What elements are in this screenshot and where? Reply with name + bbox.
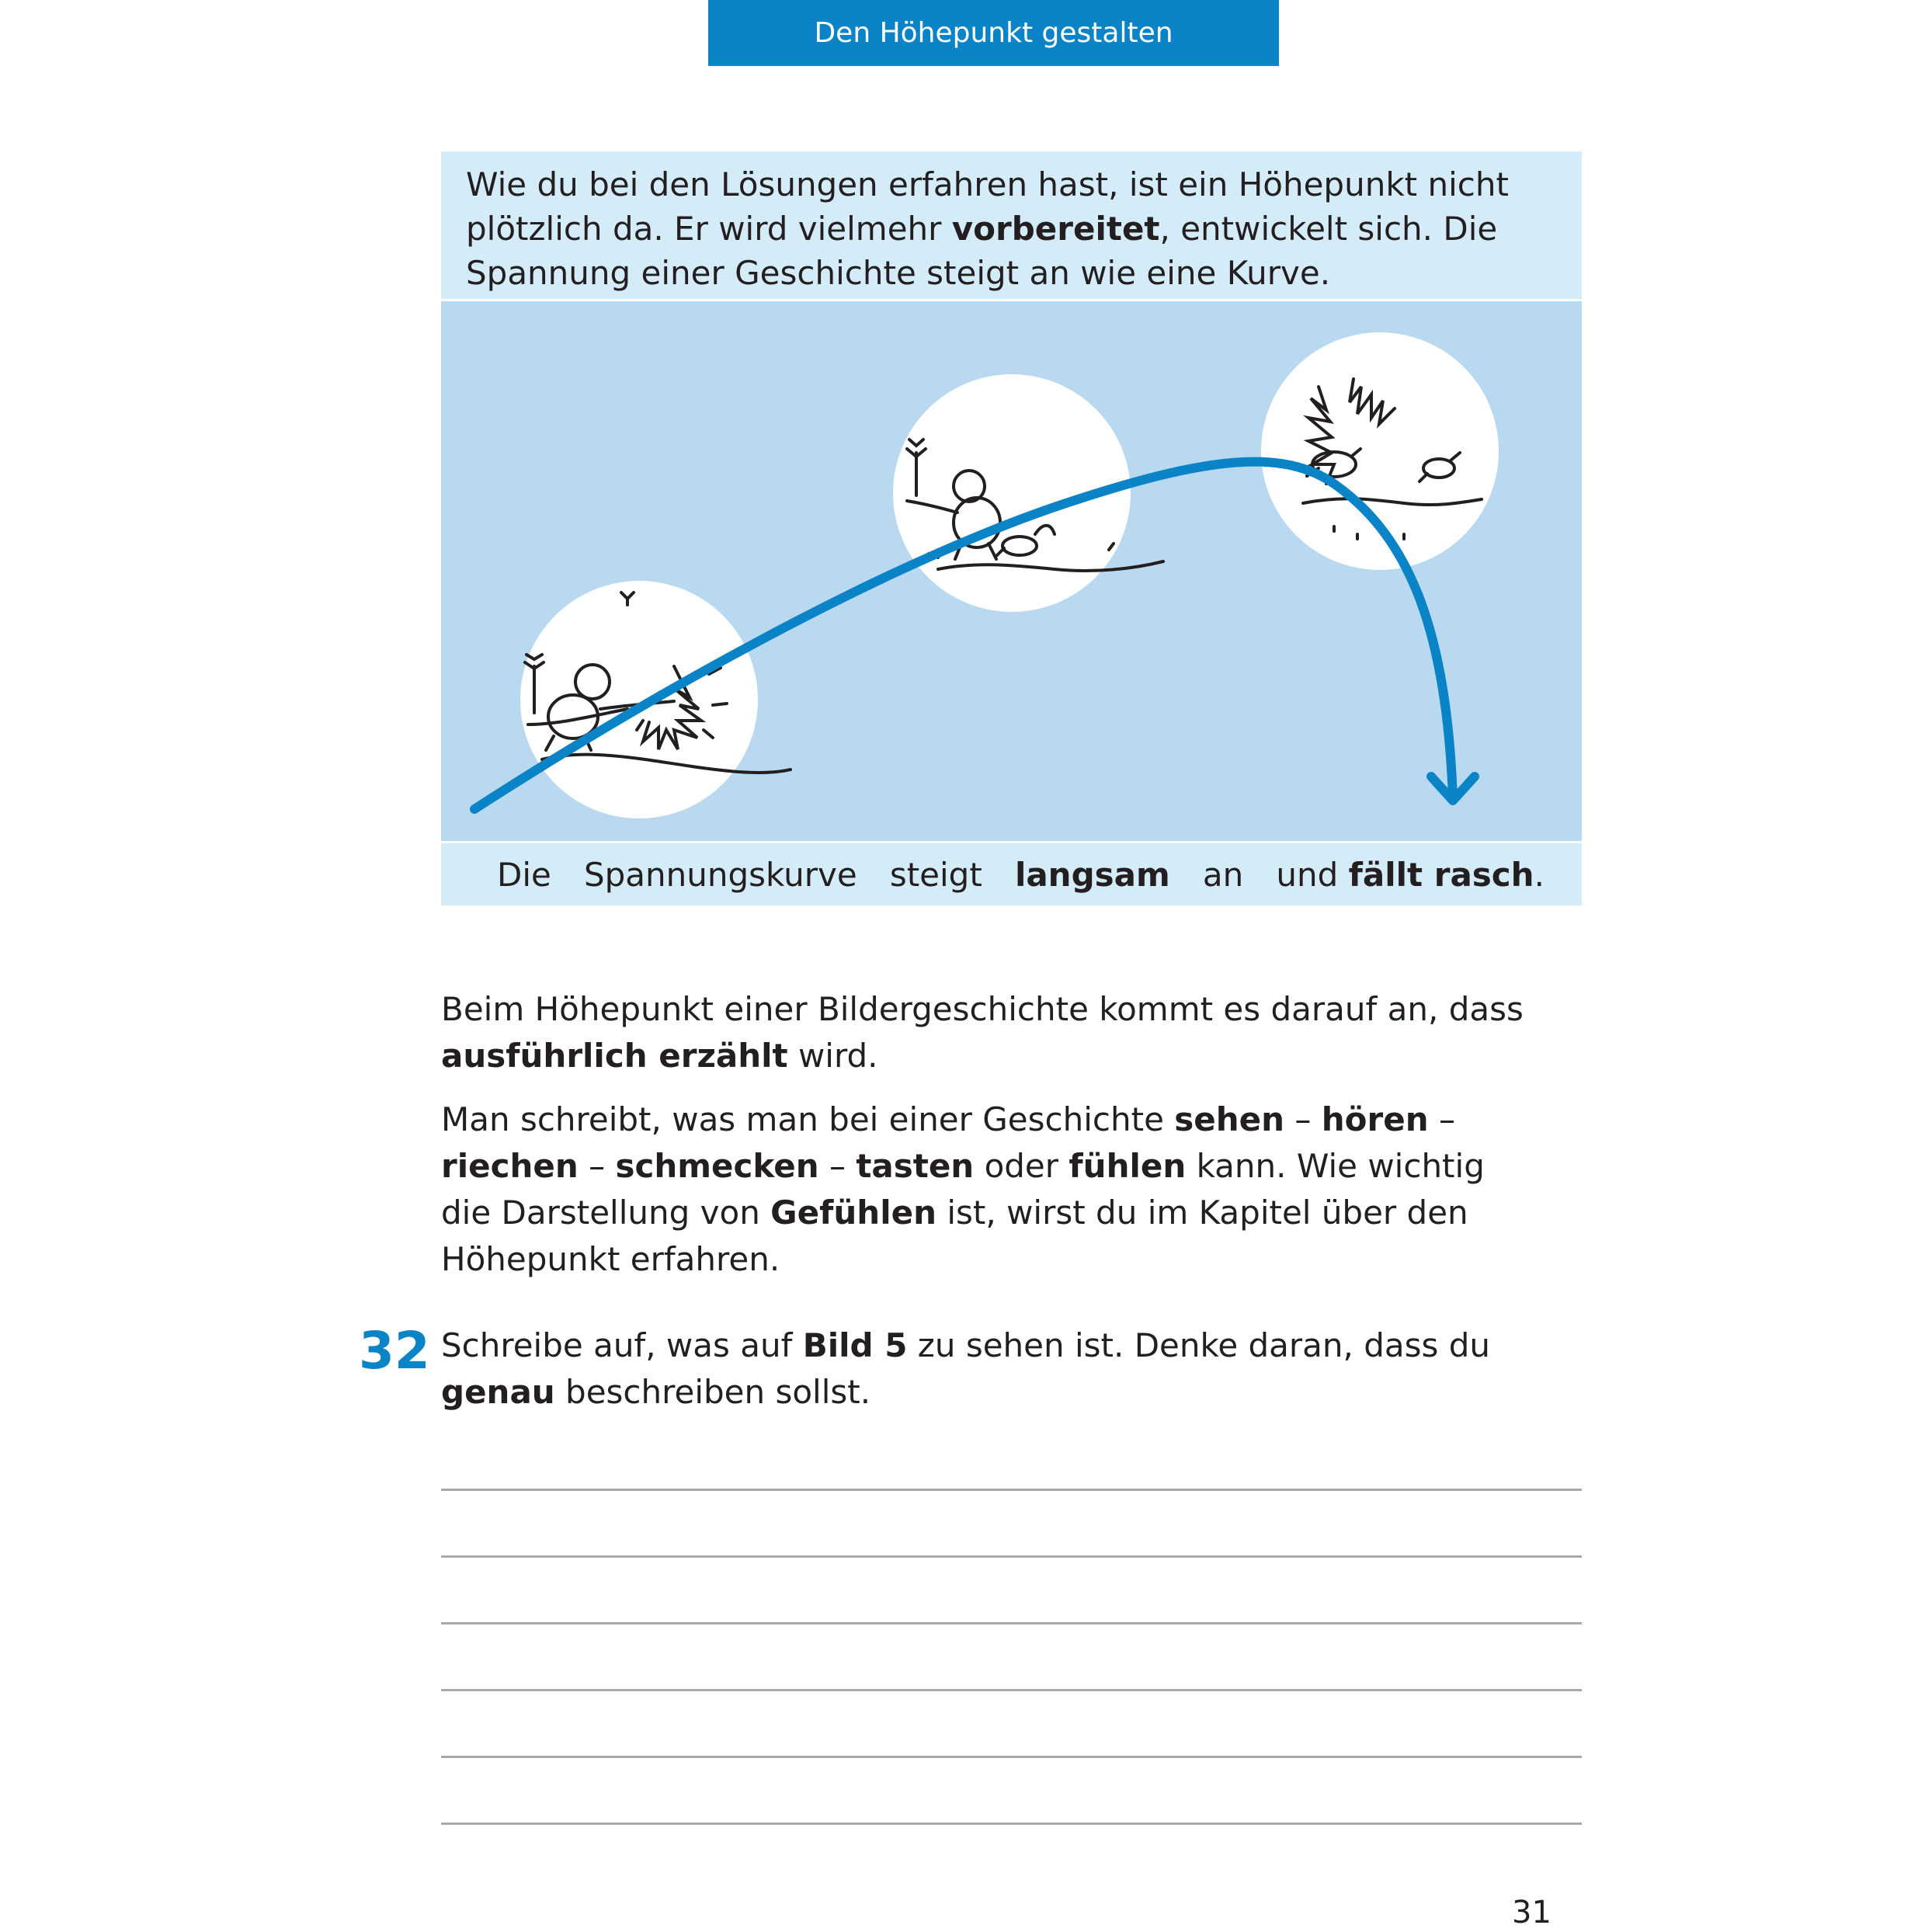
- comic-panel-2: [893, 374, 1163, 612]
- writing-line[interactable]: [441, 1555, 1582, 1558]
- writing-line[interactable]: [441, 1622, 1582, 1624]
- writing-line[interactable]: [441, 1823, 1582, 1825]
- writing-line[interactable]: [441, 1756, 1582, 1758]
- info-box: [441, 151, 1582, 905]
- task-number: 32: [359, 1321, 430, 1381]
- writing-line[interactable]: [441, 1689, 1582, 1691]
- intro-text: Wie du bei den Lösungen erfahren hast, ist ein Höhepunkt nicht plötzlich da. Er wird vielmehr vorbereitet, entwickelt sich. Die Spannung einer Geschichte steigt an wie eine Kurve.: [441, 151, 1582, 299]
- curve-caption: Die Spannungskurve steigt langsam an und fällt rasch.: [441, 843, 1582, 905]
- paragraph-climax: Beim Höhepunkt einer Bildergeschichte kommt es darauf an, dass ausführlich erzählt wird.: [441, 990, 1524, 1075]
- intro-emphasis: vorbereitet: [951, 210, 1160, 248]
- tension-curve-graphic: [441, 301, 1582, 841]
- task-instruction: Schreibe auf, was auf Bild 5 zu sehen ist. Denke daran, dass du genau beschreiben sollst.: [441, 1326, 1491, 1411]
- page-number: 31: [1512, 1895, 1552, 1930]
- paragraph-senses: Man schreibt, was man bei einer Geschichte sehen – hören – riechen – schmecken – tasten oder fühlen kann. Wie wichtig die Darstellung von Gefühlen ist, wirst du im Kapitel über den Höhepunkt erfahren.: [441, 1100, 1485, 1278]
- tension-curve-illustration: [441, 301, 1582, 841]
- page-section-title: Den Höhepunkt gestalten: [708, 0, 1279, 66]
- writing-line[interactable]: [441, 1489, 1582, 1491]
